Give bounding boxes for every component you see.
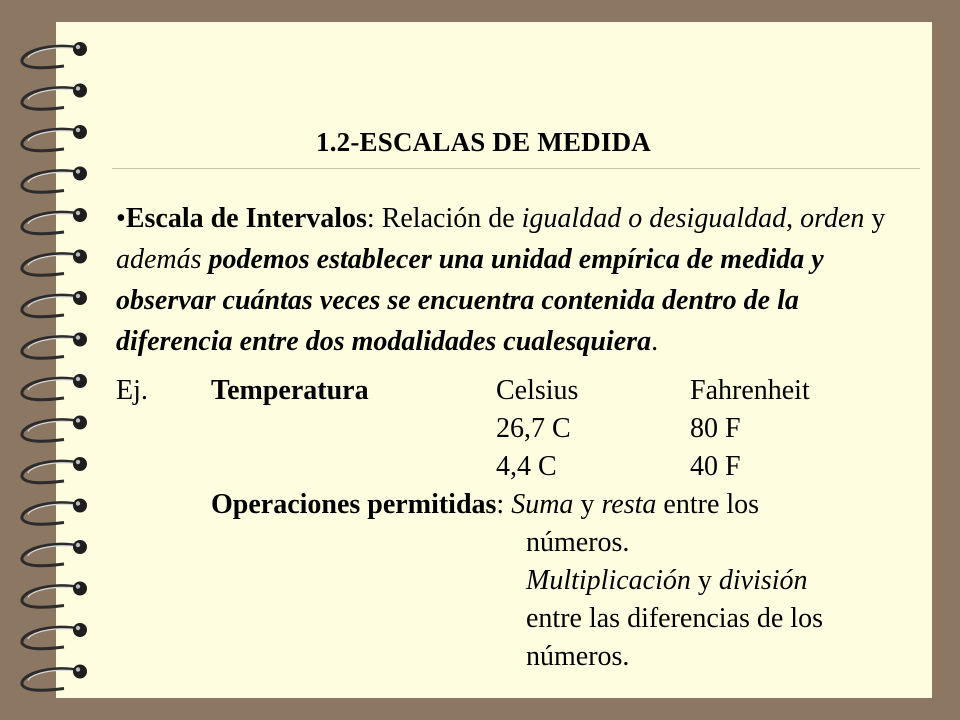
ring-hole bbox=[73, 582, 87, 596]
title-divider bbox=[112, 168, 920, 169]
ring-hole bbox=[73, 291, 87, 305]
ring-wire bbox=[22, 254, 80, 276]
ring-hole bbox=[73, 416, 87, 430]
ring-hole bbox=[73, 125, 87, 139]
ring-wire bbox=[22, 627, 80, 649]
ring-wire bbox=[22, 212, 80, 234]
bullet: • bbox=[116, 203, 126, 234]
ring-hole bbox=[73, 499, 87, 513]
page-title: 1.2-ESCALAS DE MEDIDA bbox=[316, 127, 651, 157]
ring-wire bbox=[22, 669, 80, 691]
ring-wire bbox=[22, 129, 80, 151]
ring-shine bbox=[76, 626, 80, 630]
temperature-label: Temperatura bbox=[211, 375, 369, 406]
ring-shine bbox=[76, 501, 80, 505]
ring-wire bbox=[22, 378, 80, 400]
ring-hole bbox=[73, 374, 87, 388]
ring-wire bbox=[22, 171, 80, 193]
operations-label: Operaciones permitidas bbox=[211, 489, 497, 520]
fahrenheit-value: 80 F bbox=[690, 413, 741, 444]
operations-line: números. bbox=[526, 641, 630, 672]
celsius-header: Celsius bbox=[496, 375, 579, 406]
ring-hole bbox=[73, 457, 87, 471]
ring-shine bbox=[76, 252, 80, 256]
ring-wire bbox=[22, 295, 80, 317]
definition-paragraph: •Escala de Intervalos: Relación de igualdad o desigualdad, orden y además podemos establecer una unidad empírica de medida y observar cuántas veces se encuentra contenida dentro de la diferencia entre dos modalidades cualesquiera. bbox=[116, 203, 886, 357]
ring-wire bbox=[22, 88, 80, 110]
ring-shine bbox=[76, 45, 80, 49]
example-label: Ej. bbox=[116, 375, 148, 406]
fahrenheit-value: 40 F bbox=[690, 451, 741, 482]
ring-shine bbox=[76, 335, 80, 339]
ring-hole bbox=[73, 84, 87, 98]
ring-wire bbox=[22, 46, 80, 68]
ring-shine bbox=[76, 86, 80, 90]
operations-line: números. bbox=[526, 527, 630, 558]
ring-shine bbox=[76, 543, 80, 547]
ring-shine bbox=[76, 169, 80, 173]
emphasis-text: podemos establecer una unidad empírica de medida y observar cuántas veces se encuentra contenida dentro de la diferencia entre dos modalidades cualesquiera bbox=[116, 244, 824, 357]
operations-line: entre las diferencias de los bbox=[526, 603, 823, 634]
term: Escala de Intervalos bbox=[125, 203, 367, 234]
ring-shine bbox=[76, 460, 80, 464]
ring-shine bbox=[76, 667, 80, 671]
ring-shine bbox=[76, 128, 80, 132]
ring-hole bbox=[73, 333, 87, 347]
celsius-value: 26,7 C bbox=[496, 413, 571, 444]
ring-shine bbox=[76, 377, 80, 381]
operations-line: Multiplicación y división bbox=[526, 565, 808, 596]
ring-hole bbox=[73, 540, 87, 554]
ring-wire bbox=[22, 503, 80, 525]
ring-wire bbox=[22, 544, 80, 566]
operations-line: Operaciones permitidas: Suma y resta entre los bbox=[211, 489, 760, 520]
ring-hole bbox=[73, 208, 87, 222]
celsius-value: 4,4 C bbox=[496, 451, 557, 482]
ring-hole bbox=[73, 623, 87, 637]
ring-wire bbox=[22, 586, 80, 608]
ring-hole bbox=[73, 42, 87, 56]
ring-shine bbox=[76, 418, 80, 422]
ring-wire bbox=[22, 461, 80, 483]
ring-shine bbox=[76, 211, 80, 215]
ring-wire bbox=[22, 337, 80, 359]
ring-shine bbox=[76, 584, 80, 588]
ring-shine bbox=[76, 294, 80, 298]
fahrenheit-header: Fahrenheit bbox=[690, 375, 810, 406]
ring-hole bbox=[73, 250, 87, 264]
ring-hole bbox=[73, 167, 87, 181]
spiral-binding bbox=[0, 0, 110, 720]
ring-wire bbox=[22, 420, 80, 442]
ring-hole bbox=[73, 665, 87, 679]
